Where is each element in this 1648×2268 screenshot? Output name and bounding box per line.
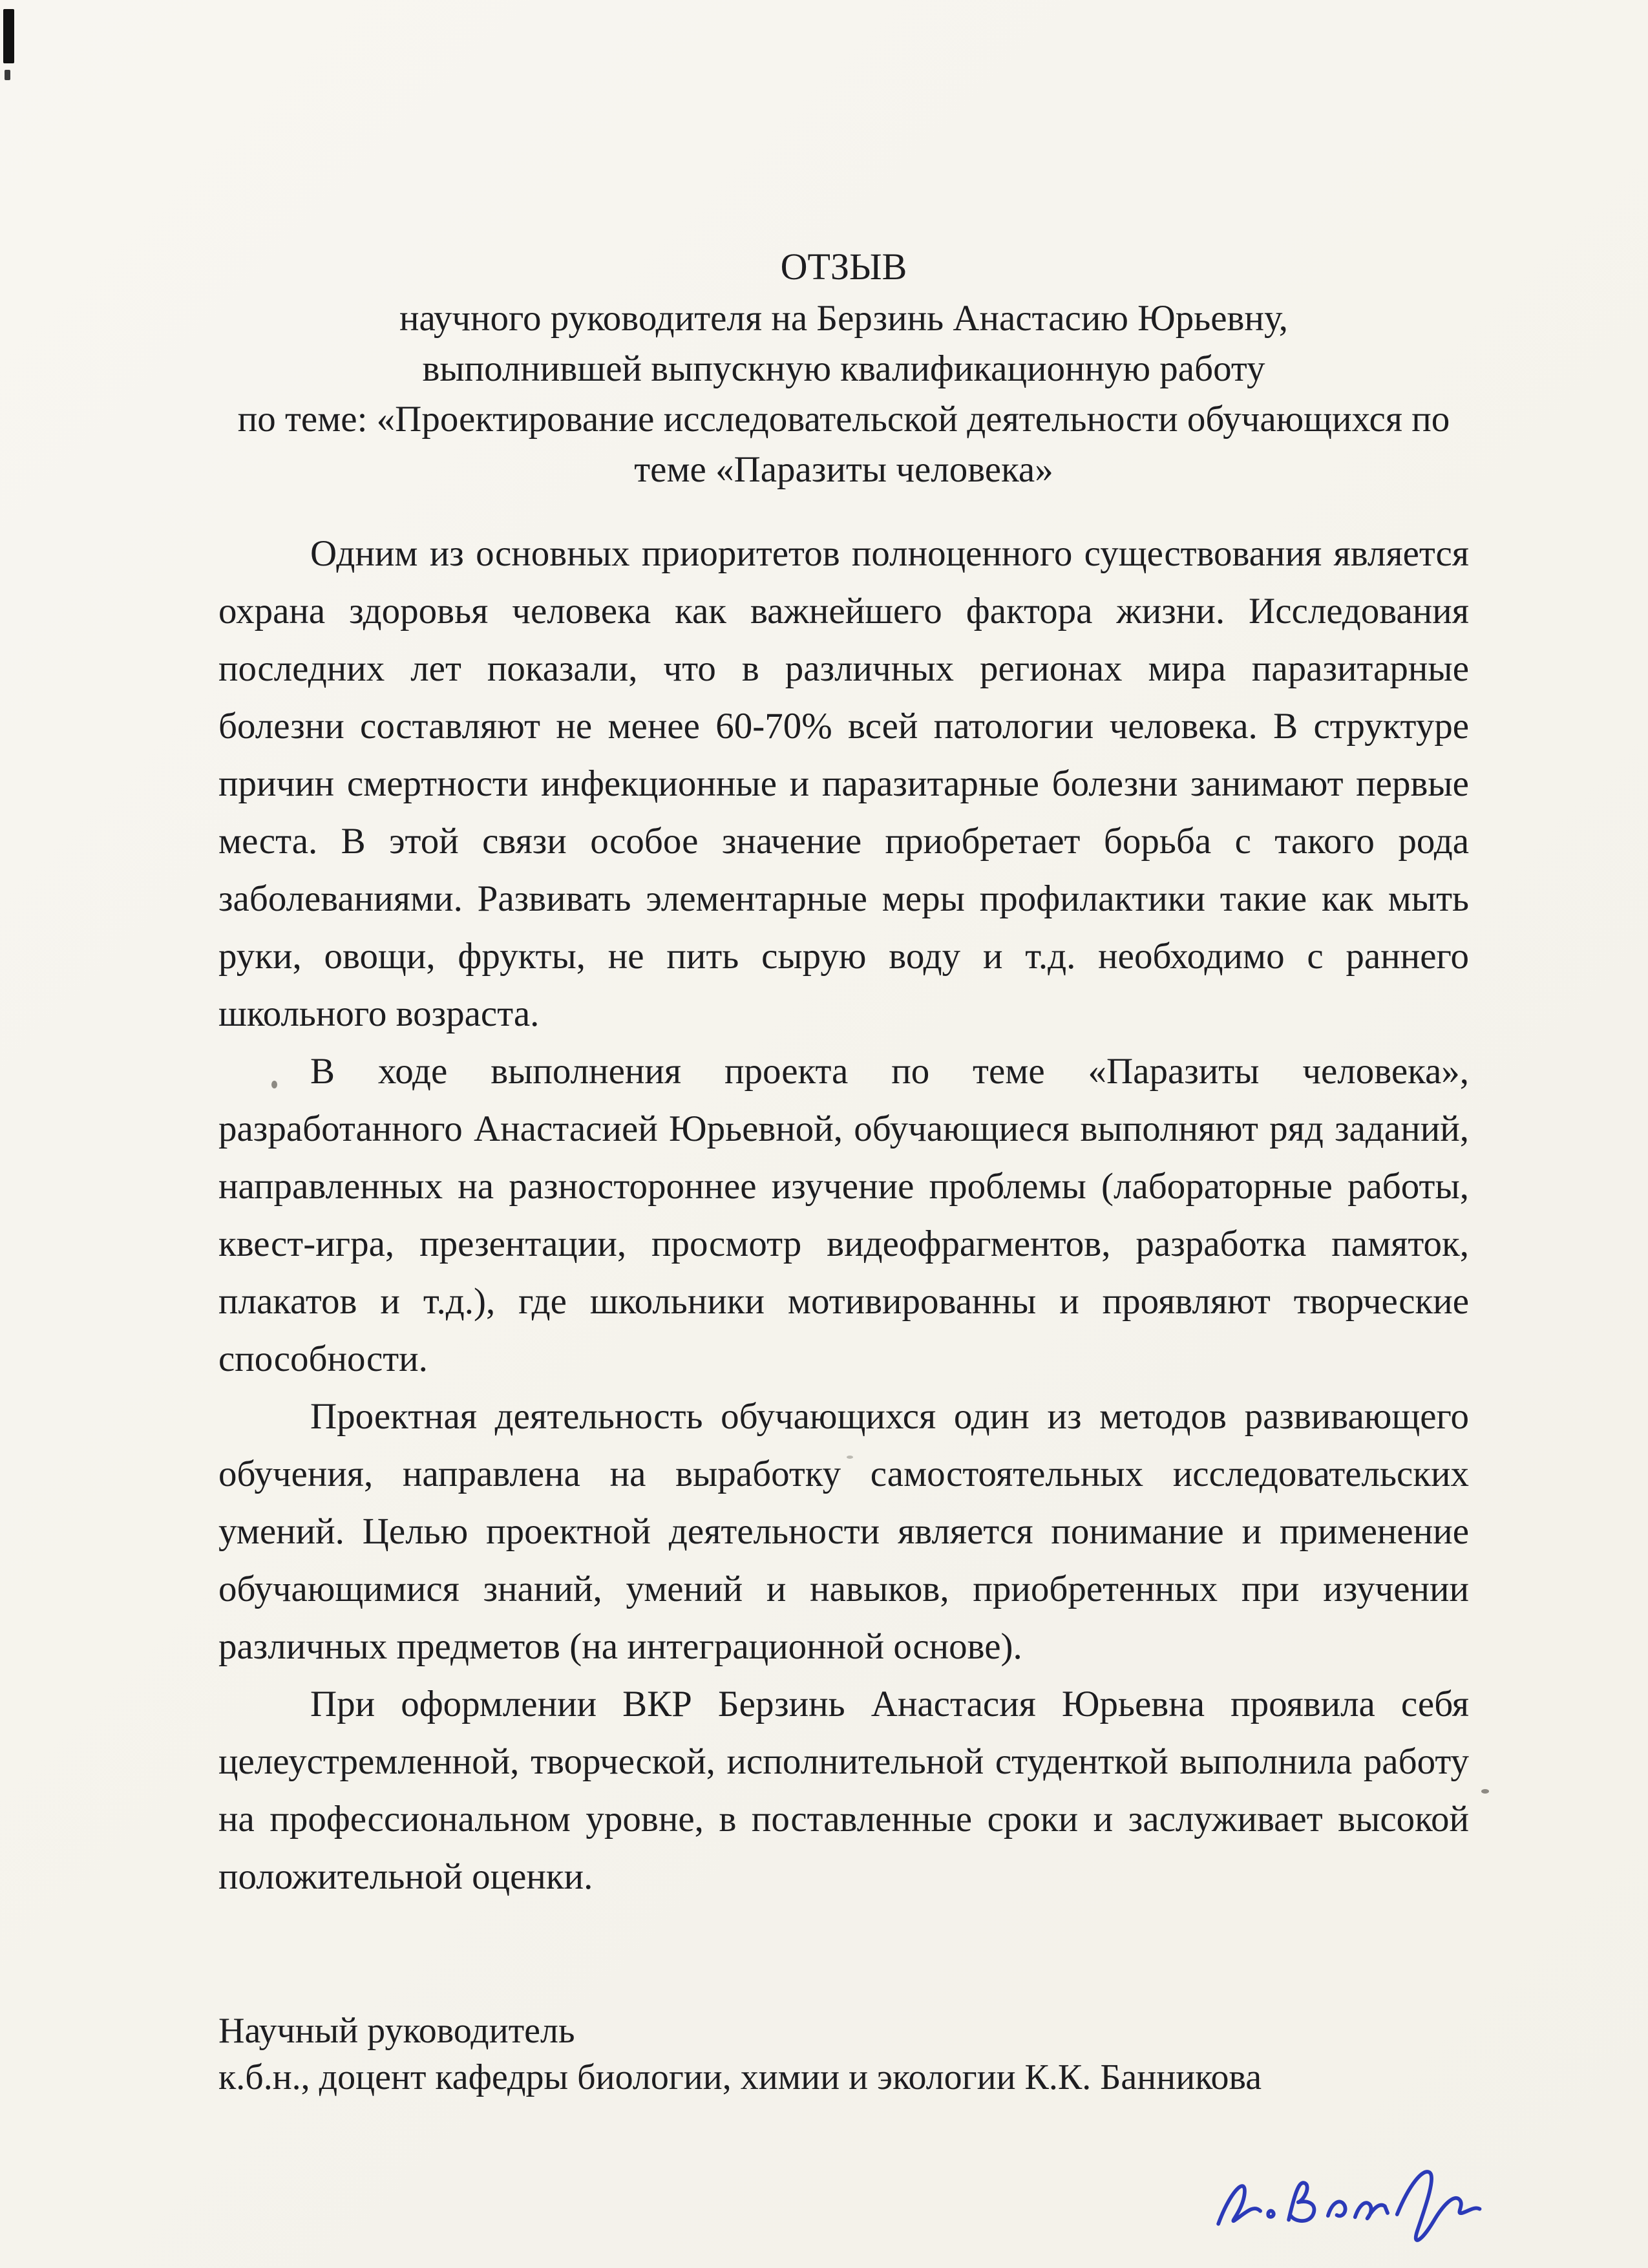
subtitle-line-3: по теме: «Проектирование исследовательской деятельности обучающихся по bbox=[237, 399, 1450, 440]
paragraph-1: Одним из основных приоритетов полноценного существования является охрана здоровья человека как важнейшего фактора жизни. Исследования последних лет показали, что в различных регионах мира паразитарные болезни составляют не менее 60-70% всей патологии человека. В структуре причин смертности инфекционные и паразитарные болезни занимают первые места. В этой связи особое значение приобретает борьба с такого рода заболеваниями. Развивать элементарные меры профилактики такие как мыть руки, овощи, фрукты, не пить сырую воду и т.д. необходимо с раннего школьного возраста. bbox=[218, 533, 1469, 1034]
paragraph-2: В ходе выполнения проекта по теме «Паразиты человека», разработанного Анастасией Юрьевной, обучающиеся выполняют ряд заданий, направленных на разностороннее изучение проблемы (лабораторные работы, квест-игра, презентации, просмотр видеофрагментов, разработка памяток, плакатов и т.д.), где школьники мотивированны и проявляют творческие способности. bbox=[218, 1051, 1469, 1379]
document-title: ОТЗЫВ bbox=[780, 246, 907, 288]
supervisor-title-line: Научный руководитель bbox=[218, 2011, 575, 2051]
supervisor-credentials-line: к.б.н., доцент кафедры биологии, химии и экологии К.К. Банникова bbox=[218, 2057, 1262, 2097]
paragraph-4: При оформлении ВКР Берзинь Анастасия Юрьевна проявила себя целеустремленной, творческой, исполнительной студенткой выполнила работу на профессиональном уровне, в поставленные сроки и заслуживает высокой положительной оценки. bbox=[218, 1684, 1469, 1897]
document-content bbox=[218, 240, 1469, 1905]
paragraph-3: Проектная деятельность обучающихся один из методов развивающего обучения, направлена на выработку самостоятельных исследовательских умений. Целью проектной деятельности является понимание и применение обучающимися знаний, умений и навыков, приобретенных при изучении различных предметов (на интеграционной основе). bbox=[218, 1396, 1469, 1667]
scan-speckle bbox=[1481, 1789, 1489, 1794]
subtitle-line-4: теме «Паразиты человека» bbox=[634, 449, 1053, 490]
signature-block bbox=[218, 2008, 1262, 2101]
subtitle-line-2: выполнившей выпускную квалификационную работу bbox=[422, 348, 1265, 389]
scan-edge-artifact bbox=[3, 9, 14, 63]
handwritten-signature bbox=[1202, 2145, 1486, 2254]
title-block bbox=[218, 240, 1469, 495]
scan-edge-artifact-small bbox=[5, 70, 10, 80]
subtitle-line-1: научного руководителя на Берзинь Анастасию Юрьевну, bbox=[399, 298, 1289, 339]
signature-ink-icon bbox=[1202, 2145, 1486, 2254]
document-body bbox=[218, 525, 1469, 1905]
